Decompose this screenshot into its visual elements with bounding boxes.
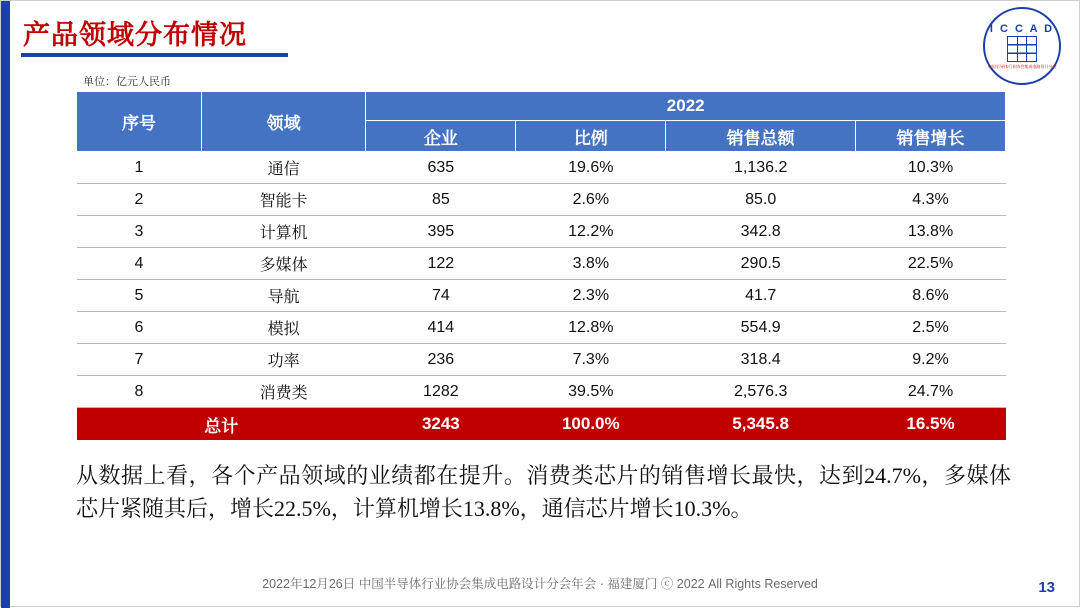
header-total-sales: 销售总额: [666, 121, 856, 152]
left-accent-bar: [1, 1, 10, 608]
logo-letters: I C C A D: [989, 22, 1055, 35]
header-year: 2022: [366, 92, 1006, 121]
cell-sales-growth: 22.5%: [856, 248, 1006, 280]
table-row: [77, 376, 1006, 408]
cell-sales-growth: 8.6%: [856, 280, 1006, 312]
cell-domain: 导航: [201, 280, 366, 312]
cell-total-sales: 5,345.8: [666, 408, 856, 441]
cell-sales-growth: 9.2%: [856, 344, 1006, 376]
cell-enterprises: 414: [366, 312, 516, 344]
cell-total-sales: 318.4: [666, 344, 856, 376]
summary-paragraph: 从数据上看，各个产品领域的业绩都在提升。消费类芯片的销售增长最快，达到24.7%，多媒体芯片紧随其后，增长22.5%，计算机增长13.8%，通信芯片增长10.3%。: [76, 463, 1011, 521]
cell-sales-growth: 2.5%: [856, 312, 1006, 344]
cell-total-sales: 85.0: [666, 184, 856, 216]
header-index: 序号: [77, 92, 202, 152]
cell-total-ratio: 100.0%: [516, 408, 666, 441]
cell-enterprises: 1282: [366, 376, 516, 408]
table-row: [77, 280, 1006, 312]
logo-glyph-icon: [1007, 36, 1037, 62]
cell-total-sales: 290.5: [666, 248, 856, 280]
title-underline: [21, 53, 288, 57]
cell-domain: 功率: [201, 344, 366, 376]
cell-index: 4: [77, 248, 202, 280]
header-ratio: 比例: [516, 121, 666, 152]
table-row: [77, 248, 1006, 280]
cell-domain: 计算机: [201, 216, 366, 248]
cell-sales-growth: 13.8%: [856, 216, 1006, 248]
product-domain-table: [76, 91, 1006, 440]
cell-index: 1: [77, 152, 202, 184]
cell-ratio: 39.5%: [516, 376, 666, 408]
unit-label: 单位：亿元人民币: [83, 76, 171, 88]
cell-ratio: 2.6%: [516, 184, 666, 216]
cell-total-sales: 41.7: [666, 280, 856, 312]
logo-subtitle: 中国半导体行业协会集成电路设计分会: [987, 63, 1057, 69]
cell-sales-growth: 10.3%: [856, 152, 1006, 184]
cell-total-sales: 554.9: [666, 312, 856, 344]
header-domain: 领域: [201, 92, 366, 152]
page-number: 13: [1038, 579, 1055, 596]
table-row: [77, 344, 1006, 376]
cell-enterprises: 635: [366, 152, 516, 184]
cell-enterprises: 74: [366, 280, 516, 312]
table-total-row: [77, 408, 1006, 441]
cell-domain: 多媒体: [201, 248, 366, 280]
cell-enterprises: 395: [366, 216, 516, 248]
cell-enterprises: 122: [366, 248, 516, 280]
table-row: [77, 152, 1006, 184]
table-row: [77, 184, 1006, 216]
cell-index: 2: [77, 184, 202, 216]
cell-index: 5: [77, 280, 202, 312]
cell-ratio: 2.3%: [516, 280, 666, 312]
cell-total-enterprises: 3243: [366, 408, 516, 441]
cell-index: 8: [77, 376, 202, 408]
cell-enterprises: 236: [366, 344, 516, 376]
cell-domain: 智能卡: [201, 184, 366, 216]
cell-total-growth: 16.5%: [856, 408, 1006, 441]
cell-index: 6: [77, 312, 202, 344]
cell-sales-growth: 4.3%: [856, 184, 1006, 216]
cell-ratio: 12.2%: [516, 216, 666, 248]
cell-total-sales: 2,576.3: [666, 376, 856, 408]
footer-text: 2022年12月26日 中国半导体行业协会集成电路设计分会年会 · 福建厦门 ⓒ 2022 All Rights Reserved: [262, 577, 818, 591]
header-sales-growth: 销售增长: [856, 121, 1006, 152]
cell-total-label: 总计: [77, 408, 366, 441]
cell-index: 3: [77, 216, 202, 248]
cell-domain: 模拟: [201, 312, 366, 344]
cell-enterprises: 85: [366, 184, 516, 216]
cell-sales-growth: 24.7%: [856, 376, 1006, 408]
cell-ratio: 7.3%: [516, 344, 666, 376]
iccad-logo: [983, 7, 1061, 85]
table-body: [77, 152, 1006, 441]
cell-ratio: 19.6%: [516, 152, 666, 184]
table-row: [77, 312, 1006, 344]
cell-ratio: 3.8%: [516, 248, 666, 280]
cell-total-sales: 342.8: [666, 216, 856, 248]
cell-index: 7: [77, 344, 202, 376]
header-enterprises: 企业: [366, 121, 516, 152]
table-row: [77, 216, 1006, 248]
cell-domain: 通信: [201, 152, 366, 184]
cell-domain: 消费类: [201, 376, 366, 408]
page-title: 产品领域分布情况: [23, 20, 247, 50]
cell-total-sales: 1,136.2: [666, 152, 856, 184]
cell-ratio: 12.8%: [516, 312, 666, 344]
table-header-row-top: [77, 92, 1006, 121]
